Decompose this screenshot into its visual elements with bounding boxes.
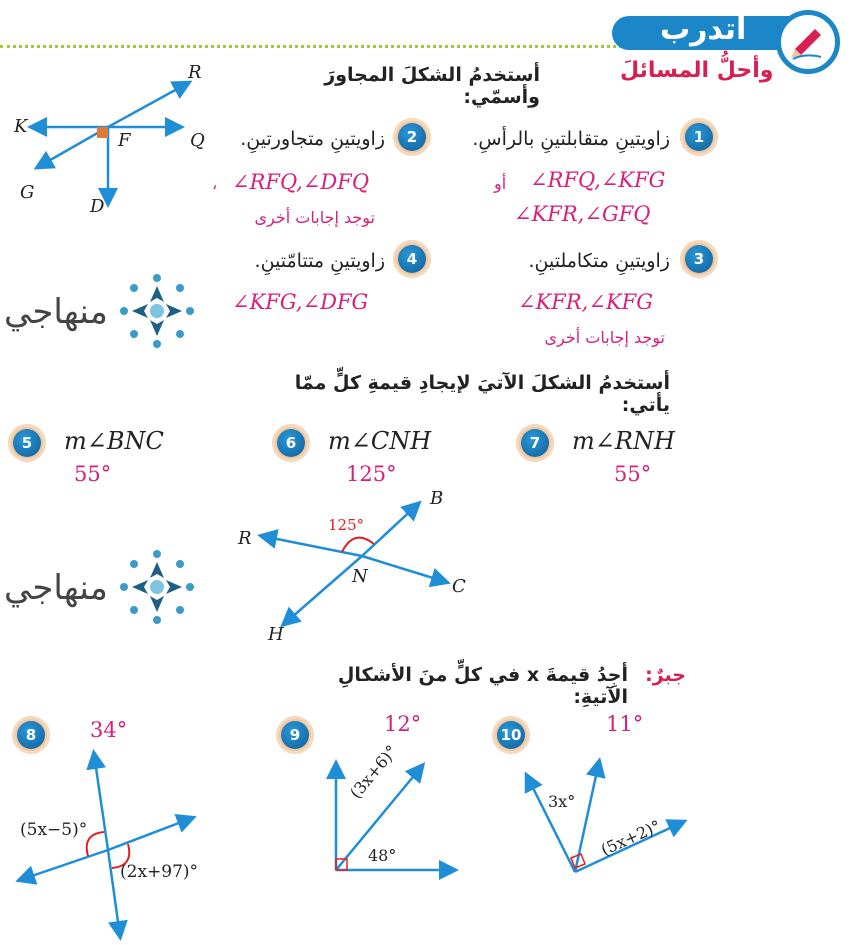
problem-9-badge: 9 [276,716,314,754]
question-1-connector: أو [494,174,507,193]
question-7-answer: 55° [614,462,652,486]
figure-10-lines [515,748,700,880]
question-1-answer: ∠RFQ,∠KFG [530,168,666,192]
question-6-badge: 6 [272,424,310,462]
problem-10-label-1: 3x° [548,792,576,811]
fig1-label-k: K [14,116,28,137]
pencil-icon [776,10,840,74]
question-4-badge: 4 [393,240,431,278]
question-3-answer: ∠KFR,∠KFG [518,290,653,314]
question-7-expr: m∠RNH [572,427,675,455]
problem-9-answer: 12° [384,712,422,736]
section1-instruction: أستخدمُ الشكلَ المجاورَ وأسمّي: [324,64,540,108]
fig2-label-c: C [452,576,466,597]
question-6-answer: 125° [346,462,397,486]
question-5-expr: m∠BNC [64,427,164,455]
question-5-badge: 5 [8,424,46,462]
fig1-label-d: D [90,196,105,217]
header-title: أتدرب [660,12,747,47]
question-2-text: زاويتينِ متجاورتينِ. [240,128,385,150]
fig1-label-q: Q [190,130,205,151]
problem-10-answer: 11° [606,712,644,736]
problem-8-label-2: (2x+97)° [120,862,199,882]
header-subtitle: وأحلُّ المسائلَ [620,58,774,83]
problem-8-badge: 8 [12,716,50,754]
question-1-badge: 1 [680,118,718,156]
watermark-logo-icon-2 [118,548,196,626]
fig1-label-f: F [118,130,131,151]
fig2-label-n: N [352,566,368,587]
question-3-badge: 3 [680,240,718,278]
question-2-separator: ، [212,174,218,193]
problem-9-label-1: (3x+6)° [346,741,402,803]
fig1-label-g: G [20,182,35,203]
header-dotted-line [0,45,640,48]
fig2-label-h: H [268,624,284,645]
fig2-label-r: R [238,528,252,549]
fig2-label-b: B [430,488,444,509]
problem-10-label-2: (5x+2)° [598,816,664,860]
question-4-text: زاويتينِ متتامّتينِ. [254,250,385,272]
figure-8-lines [10,746,210,941]
fig1-label-r: R [188,62,202,83]
question-2-note: توجد إجابات أخرى [254,208,375,227]
question-5-answer: 55° [74,462,112,486]
watermark-text-2: منهاجي [4,568,108,608]
question-1-answer-2: ∠KFR,∠GFQ [514,202,651,226]
question-6-expr: m∠CNH [328,427,432,455]
section3-instruction: أجِدُ قيمةَ x في كلٍّ منَ الأشكالِ الآتيةِ: [337,664,628,708]
question-7-badge: 7 [516,424,554,462]
section3-tag: جبرٌ: [645,664,686,686]
question-2-badge: 2 [393,118,431,156]
problem-9-label-2: 48° [368,846,397,865]
question-1-text: زاويتينِ متقابلتينِ بالرأسِ. [472,128,670,150]
question-3-text: زاويتينِ متكاملتينِ. [528,250,670,272]
problem-10-badge: 10 [492,716,530,754]
question-2-answer: ∠RFQ,∠DFQ [232,170,370,194]
question-3-note: توجد إجابات أخرى [544,328,665,347]
question-4-answer: ∠KFG,∠DFG [232,290,369,314]
problem-8-label-1: (5x−5)° [20,820,88,840]
watermark-logo-icon [118,272,196,350]
figure-2-angle-label: 125° [328,516,365,534]
section2-instruction: أستخدمُ الشكلَ الآتيَ لإيجادِ قيمةِ كلٍّ ممّا يأتي: [294,372,670,416]
problem-8-answer: 34° [90,718,128,742]
watermark-text: منهاجي [4,292,108,332]
